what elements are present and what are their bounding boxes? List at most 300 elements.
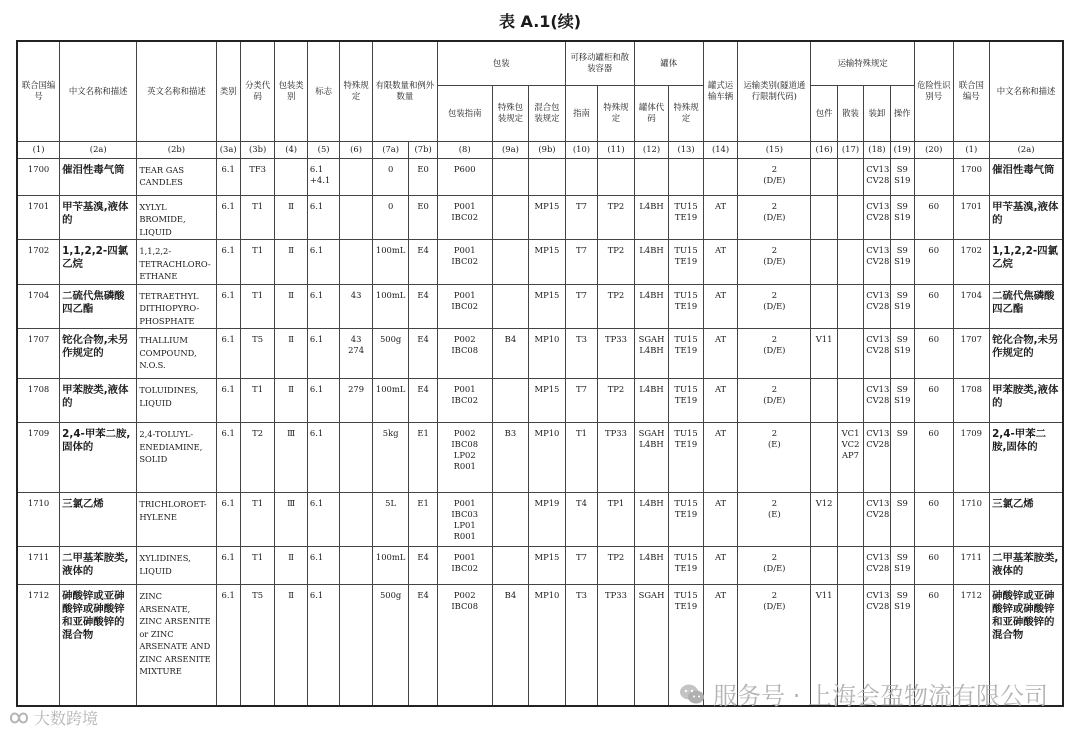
cell-pk xyxy=(811,547,837,585)
table-row xyxy=(17,547,1063,585)
cell-code: T1 xyxy=(240,284,275,329)
cell-eq: E1 xyxy=(409,423,437,493)
cell-pk xyxy=(811,379,837,423)
cell-ps xyxy=(492,547,529,585)
column-number: (8) xyxy=(437,141,492,158)
cell-bk: VC1 VC2 AP7 xyxy=(837,423,863,493)
header-mixed-packing: 混合包装规定 xyxy=(529,85,566,141)
cell-op: S9 S19 xyxy=(890,158,914,195)
cell-eq: E4 xyxy=(409,240,437,285)
cell-cn2: 甲苯胺类,液体的 xyxy=(990,379,1063,423)
cell-lq: 5L xyxy=(372,493,409,547)
cell-eq: E0 xyxy=(409,195,437,240)
cell-cls: 6.1 xyxy=(216,284,240,329)
cell-en: 1,1,2,2-TETRACHLORO-ETHANE xyxy=(137,240,216,285)
cell-tc: L4BH xyxy=(634,284,669,329)
cell-sp xyxy=(340,195,372,240)
cell-tc: L4BH xyxy=(634,379,669,423)
cell-code: T2 xyxy=(240,423,275,493)
cell-en: ZINC ARSENATE, ZINC ARSENITE or ZINC ARSENATE AND ZINC ARSENITE MIXTURE xyxy=(137,585,216,706)
cell-hz: 60 xyxy=(914,493,953,547)
table-row xyxy=(17,158,1063,195)
cell-mp: MP15 xyxy=(529,240,566,285)
cell-cat: 2 (D/E) xyxy=(738,240,811,285)
cell-op: S9 S19 xyxy=(890,585,914,706)
cell-bk xyxy=(837,195,863,240)
cell-un: 1704 xyxy=(17,284,60,329)
cell-eq: E1 xyxy=(409,493,437,547)
cell-tsp: TU15 TE19 xyxy=(669,284,704,329)
cell-code: T5 xyxy=(240,585,275,706)
cell-en: TEAR GAS CANDLES xyxy=(137,158,216,195)
cell-eq: E4 xyxy=(409,284,437,329)
cell-en: 2,4-TOLUYL-ENEDIAMINE, SOLID xyxy=(137,423,216,493)
cell-tv: AT xyxy=(703,423,738,493)
cell-tv: AT xyxy=(703,329,738,379)
header-pkg-special: 特殊包装规定 xyxy=(492,85,529,141)
dangerous-goods-table xyxy=(16,40,1064,707)
column-number: (7a) xyxy=(372,141,409,158)
cell-cat: 2 (D/E) xyxy=(738,585,811,706)
cell-ti: T7 xyxy=(565,547,597,585)
header-name-en: 英文名称和描述 xyxy=(137,41,216,141)
cell-cn2: 铊化合物,未另作规定的 xyxy=(990,329,1063,379)
column-number: (2b) xyxy=(137,141,216,158)
header-packing-group: 包装类别 xyxy=(275,41,307,141)
cell-tc: SGAH L4BH xyxy=(634,329,669,379)
cell-pi: P002 IBC08 xyxy=(437,329,492,379)
cell-mp: MP15 xyxy=(529,547,566,585)
column-number: (13) xyxy=(669,141,704,158)
cell-ts: TP2 xyxy=(598,195,635,240)
watermark-text: 服务号 · 上海会盈物流有限公司 xyxy=(713,682,1048,710)
cell-ld: CV13 CV28 xyxy=(864,158,890,195)
cell-cn2: 2,4-甲苯二胺,固体的 xyxy=(990,423,1063,493)
column-number: (5) xyxy=(307,141,339,158)
header-ts-package: 包件 xyxy=(811,85,837,141)
cell-op: S9 xyxy=(890,493,914,547)
cell-pg: Ⅲ xyxy=(275,493,307,547)
cell-tsp xyxy=(669,158,704,195)
cell-ti: T1 xyxy=(565,423,597,493)
cell-cat: 2 (E) xyxy=(738,423,811,493)
cell-code: TF3 xyxy=(240,158,275,195)
cell-sp xyxy=(340,585,372,706)
column-number: (1) xyxy=(17,141,60,158)
column-number: (10) xyxy=(565,141,597,158)
cell-ps xyxy=(492,158,529,195)
cell-un2: 1704 xyxy=(953,284,990,329)
column-number: (11) xyxy=(598,141,635,158)
header-class: 类别 xyxy=(216,41,240,141)
header-ts-bulk: 散装 xyxy=(837,85,863,141)
cell-tsp: TU15 TE19 xyxy=(669,379,704,423)
cell-sp: 43 274 xyxy=(340,329,372,379)
cell-code: T5 xyxy=(240,329,275,379)
cell-eq: E0 xyxy=(409,158,437,195)
cell-tsp: TU15 TE19 xyxy=(669,493,704,547)
cell-pg: Ⅱ xyxy=(275,547,307,585)
cell-mp: MP10 xyxy=(529,329,566,379)
cell-en: THALLIUM COMPOUND, N.O.S. xyxy=(137,329,216,379)
cell-ps xyxy=(492,493,529,547)
column-number: (17) xyxy=(837,141,863,158)
table-row xyxy=(17,379,1063,423)
table-row xyxy=(17,329,1063,379)
cell-cat: 2 (D/E) xyxy=(738,379,811,423)
cell-lq: 500g xyxy=(372,585,409,706)
cell-pg: Ⅱ xyxy=(275,284,307,329)
cell-tc: SGAH xyxy=(634,585,669,706)
cell-mp: MP15 xyxy=(529,195,566,240)
cell-ld: CV13 CV28 xyxy=(864,423,890,493)
cell-cn: 催泪性毒气筒 xyxy=(60,158,137,195)
cell-cat: 2 (D/E) xyxy=(738,158,811,195)
cell-pk: V11 xyxy=(811,329,837,379)
header-hazard-id: 危险性识别号 xyxy=(914,41,953,141)
cell-pk xyxy=(811,284,837,329)
header-ts-operation: 操作 xyxy=(890,85,914,141)
cell-hz: 60 xyxy=(914,284,953,329)
cell-en: TETRAETHYL DITHIOPYRO-PHOSPHATE xyxy=(137,284,216,329)
cell-pg: Ⅱ xyxy=(275,240,307,285)
cell-code: T1 xyxy=(240,547,275,585)
header-name-cn-repeat: 中文名称和描述 xyxy=(990,41,1063,141)
cell-op: S9 S19 xyxy=(890,329,914,379)
cell-ts: TP33 xyxy=(598,329,635,379)
cell-lq: 100mL xyxy=(372,547,409,585)
cell-lq: 500g xyxy=(372,329,409,379)
cell-hz xyxy=(914,158,953,195)
cell-tv: AT xyxy=(703,547,738,585)
cell-en: XYLIDINES, LIQUID xyxy=(137,547,216,585)
cell-pg: Ⅲ xyxy=(275,423,307,493)
cell-code: T1 xyxy=(240,379,275,423)
cell-cat: 2 (E) xyxy=(738,493,811,547)
cell-ps: B4 xyxy=(492,585,529,706)
cell-lbl: 6.1 xyxy=(307,423,339,493)
cell-sp xyxy=(340,423,372,493)
cell-pi: P001 IBC03 LP01 R001 xyxy=(437,493,492,547)
cell-pg: Ⅱ xyxy=(275,329,307,379)
cell-hz: 60 xyxy=(914,195,953,240)
cell-tv: AT xyxy=(703,585,738,706)
watermark xyxy=(679,676,1048,711)
cell-tv: AT xyxy=(703,240,738,285)
cell-cn: 1,1,2,2-四氯乙烷 xyxy=(60,240,137,285)
cell-bk xyxy=(837,493,863,547)
cell-ps xyxy=(492,379,529,423)
cell-cn2: 催泪性毒气筒 xyxy=(990,158,1063,195)
header-un-no: 联合国编号 xyxy=(17,41,60,141)
cell-cls: 6.1 xyxy=(216,329,240,379)
cell-cls: 6.1 xyxy=(216,195,240,240)
cell-cls: 6.1 xyxy=(216,547,240,585)
cell-mp xyxy=(529,158,566,195)
cell-tc: L4BH xyxy=(634,493,669,547)
cell-ts: TP33 xyxy=(598,585,635,706)
cell-un2: 1702 xyxy=(953,240,990,285)
cell-un: 1707 xyxy=(17,329,60,379)
cell-pg: Ⅱ xyxy=(275,195,307,240)
cell-un: 1708 xyxy=(17,379,60,423)
corner-watermark xyxy=(8,706,98,729)
cell-ld: CV13 CV28 xyxy=(864,585,890,706)
cell-ps xyxy=(492,284,529,329)
cell-bk xyxy=(837,240,863,285)
cell-sp xyxy=(340,240,372,285)
column-number: (7b) xyxy=(409,141,437,158)
cell-eq: E4 xyxy=(409,547,437,585)
cell-cn: 二硫代焦磷酸四乙酯 xyxy=(60,284,137,329)
cell-lbl: 6.1 xyxy=(307,493,339,547)
cell-tv: AT xyxy=(703,379,738,423)
cell-ld: CV13 CV28 xyxy=(864,379,890,423)
header-transport-special: 运输特殊规定 xyxy=(811,41,915,85)
header-tank-vehicle: 罐式运输车辆 xyxy=(703,41,738,141)
cell-un2: 1710 xyxy=(953,493,990,547)
header-packaging: 包装 xyxy=(437,41,565,85)
cell-hz: 60 xyxy=(914,585,953,706)
column-number: (9b) xyxy=(529,141,566,158)
cell-tc: L4BH xyxy=(634,547,669,585)
cell-pk: V12 xyxy=(811,493,837,547)
cell-lq: 100mL xyxy=(372,240,409,285)
cell-cat: 2 (D/E) xyxy=(738,547,811,585)
cell-un2: 1711 xyxy=(953,547,990,585)
cell-ld: CV13 CV28 xyxy=(864,240,890,285)
column-number-row xyxy=(17,141,1063,158)
column-number: (6) xyxy=(340,141,372,158)
column-number: (3a) xyxy=(216,141,240,158)
cell-mp: MP15 xyxy=(529,284,566,329)
cell-pi: P001 IBC02 xyxy=(437,284,492,329)
table-row xyxy=(17,493,1063,547)
header-pt-instructions: 指南 xyxy=(565,85,597,141)
column-number: (19) xyxy=(890,141,914,158)
cell-lbl: 6.1 xyxy=(307,284,339,329)
cell-tc: L4BH xyxy=(634,240,669,285)
cell-cn: 二甲基苯胺类,液体的 xyxy=(60,547,137,585)
cell-tc xyxy=(634,158,669,195)
cell-ti: T7 xyxy=(565,284,597,329)
cell-lq: 5kg xyxy=(372,423,409,493)
cell-eq: E4 xyxy=(409,329,437,379)
cell-lbl: 6.1 xyxy=(307,195,339,240)
header-pkg-instructions: 包装指南 xyxy=(437,85,492,141)
cell-lq: 100mL xyxy=(372,379,409,423)
header-portable-tank: 可移动罐柜和散装容器 xyxy=(565,41,634,85)
cell-code: T1 xyxy=(240,195,275,240)
cell-un: 1712 xyxy=(17,585,60,706)
cell-op: S9 S19 xyxy=(890,284,914,329)
cell-lbl: 6.1 xyxy=(307,585,339,706)
cell-op: S9 S19 xyxy=(890,547,914,585)
cell-en: TOLUIDINES, LIQUID xyxy=(137,379,216,423)
cell-un2: 1707 xyxy=(953,329,990,379)
cell-ti: T3 xyxy=(565,585,597,706)
header-special-provisions: 特殊规定 xyxy=(340,41,372,141)
cell-ts: TP2 xyxy=(598,379,635,423)
cell-hz: 60 xyxy=(914,423,953,493)
cell-code: T1 xyxy=(240,493,275,547)
cell-ld: CV13 CV28 xyxy=(864,329,890,379)
cell-bk xyxy=(837,158,863,195)
cell-lq: 100mL xyxy=(372,284,409,329)
cell-ts xyxy=(598,158,635,195)
cell-tsp: TU15 TE19 xyxy=(669,329,704,379)
cell-ld: CV13 CV28 xyxy=(864,547,890,585)
column-number: (2a) xyxy=(60,141,137,158)
cell-tsp: TU15 TE19 xyxy=(669,240,704,285)
cell-hz: 60 xyxy=(914,240,953,285)
column-number: (1) xyxy=(953,141,990,158)
column-number: (14) xyxy=(703,141,738,158)
header-pt-special: 特殊规定 xyxy=(598,85,635,141)
cell-sp xyxy=(340,493,372,547)
column-number: (3b) xyxy=(240,141,275,158)
cell-mp: MP19 xyxy=(529,493,566,547)
cell-ti: T4 xyxy=(565,493,597,547)
cell-ti: T7 xyxy=(565,195,597,240)
table-row xyxy=(17,195,1063,240)
cell-cn: 甲苄基溴,液体的 xyxy=(60,195,137,240)
header-un-no-repeat: 联合国编号 xyxy=(953,41,990,141)
cell-pi: P002 IBC08 xyxy=(437,585,492,706)
cell-tv: AT xyxy=(703,284,738,329)
cell-cls: 6.1 xyxy=(216,585,240,706)
cell-en: XYLYL BROMIDE, LIQUID xyxy=(137,195,216,240)
cell-ps xyxy=(492,240,529,285)
cell-un: 1702 xyxy=(17,240,60,285)
header-tank-code: 罐体代码 xyxy=(634,85,669,141)
cell-sp: 279 xyxy=(340,379,372,423)
cell-ld: CV13 CV28 xyxy=(864,195,890,240)
cell-mp: MP10 xyxy=(529,423,566,493)
cell-tv: AT xyxy=(703,493,738,547)
cell-eq: E4 xyxy=(409,379,437,423)
column-number: (16) xyxy=(811,141,837,158)
cell-cn2: 甲苄基溴,液体的 xyxy=(990,195,1063,240)
cell-un: 1710 xyxy=(17,493,60,547)
cell-lbl: 6.1 xyxy=(307,379,339,423)
cell-op: S9 S19 xyxy=(890,195,914,240)
cell-tsp: TU15 TE19 xyxy=(669,423,704,493)
cell-un: 1709 xyxy=(17,423,60,493)
cell-tc: SGAH L4BH xyxy=(634,423,669,493)
header-limited-excepted: 有限数量和例外数量 xyxy=(372,41,437,141)
column-number: (15) xyxy=(738,141,811,158)
cell-hz: 60 xyxy=(914,379,953,423)
cell-cn: 三氯乙烯 xyxy=(60,493,137,547)
cell-un2: 1708 xyxy=(953,379,990,423)
column-number: (12) xyxy=(634,141,669,158)
cell-sp xyxy=(340,158,372,195)
cell-pk xyxy=(811,158,837,195)
cell-cn2: 三氯乙烯 xyxy=(990,493,1063,547)
cell-eq: E4 xyxy=(409,585,437,706)
cell-un: 1701 xyxy=(17,195,60,240)
cell-code: T1 xyxy=(240,240,275,285)
cell-tsp: TU15 TE19 xyxy=(669,547,704,585)
cell-ts: TP2 xyxy=(598,547,635,585)
cell-ti: T3 xyxy=(565,329,597,379)
cell-lbl: 6.1 xyxy=(307,240,339,285)
cell-un2: 1712 xyxy=(953,585,990,706)
cell-bk xyxy=(837,547,863,585)
column-number: (4) xyxy=(275,141,307,158)
header-tank: 罐体 xyxy=(634,41,703,85)
header-class-code: 分类代码 xyxy=(240,41,275,141)
cell-pi: P001 IBC02 xyxy=(437,379,492,423)
cell-pi: P001 IBC02 xyxy=(437,240,492,285)
cell-cn: 砷酸锌或亚砷酸锌或砷酸锌和亚砷酸锌的混合物 xyxy=(60,585,137,706)
header-tank-special: 特殊规定 xyxy=(669,85,704,141)
cell-tsp: TU15 TE19 xyxy=(669,195,704,240)
cell-pk xyxy=(811,240,837,285)
cell-ld: CV13 CV28 xyxy=(864,493,890,547)
cell-un2: 1700 xyxy=(953,158,990,195)
cell-cn2: 1,1,2,2-四氯乙烷 xyxy=(990,240,1063,285)
cell-cn: 2,4-甲苯二胺,固体的 xyxy=(60,423,137,493)
cell-tv: AT xyxy=(703,195,738,240)
cell-pi: P001 IBC02 xyxy=(437,547,492,585)
cell-cat: 2 (D/E) xyxy=(738,329,811,379)
cell-lbl: 6.1 +4.1 xyxy=(307,158,339,195)
cell-pg: Ⅱ xyxy=(275,585,307,706)
cell-un: 1711 xyxy=(17,547,60,585)
table-title: 表 A.1(续) xyxy=(498,12,582,31)
cell-un2: 1701 xyxy=(953,195,990,240)
cell-tv xyxy=(703,158,738,195)
column-number: (18) xyxy=(864,141,890,158)
corner-watermark-text: 大数跨境 xyxy=(34,709,99,728)
header-transport-category: 运输类别(隧道通行限制代码) xyxy=(738,41,811,141)
cell-sp: 43 xyxy=(340,284,372,329)
cell-cls: 6.1 xyxy=(216,493,240,547)
cell-cls: 6.1 xyxy=(216,158,240,195)
cell-pg: Ⅱ xyxy=(275,379,307,423)
cell-en: TRICHLOROET-HYLENE xyxy=(137,493,216,547)
cell-pk: V11 xyxy=(811,585,837,706)
cell-bk xyxy=(837,284,863,329)
cell-mp: MP10 xyxy=(529,585,566,706)
cell-cn: 甲苯胺类,液体的 xyxy=(60,379,137,423)
cell-ts: TP1 xyxy=(598,493,635,547)
cell-lq: 0 xyxy=(372,158,409,195)
cell-op: S9 S19 xyxy=(890,240,914,285)
cell-op: S9 S19 xyxy=(890,379,914,423)
cell-cn2: 二甲基苯胺类,液体的 xyxy=(990,547,1063,585)
cell-op: S9 xyxy=(890,423,914,493)
cell-ps: B3 xyxy=(492,423,529,493)
cell-cat: 2 (D/E) xyxy=(738,195,811,240)
cell-ps xyxy=(492,195,529,240)
table-row xyxy=(17,423,1063,493)
cell-ts: TP33 xyxy=(598,423,635,493)
header-ts-loading: 装卸 xyxy=(864,85,890,141)
cell-ld: CV13 CV28 xyxy=(864,284,890,329)
cell-cls: 6.1 xyxy=(216,423,240,493)
cell-ti: T7 xyxy=(565,379,597,423)
cell-hz: 60 xyxy=(914,547,953,585)
cell-ti: T7 xyxy=(565,240,597,285)
cell-bk xyxy=(837,379,863,423)
cell-pk xyxy=(811,423,837,493)
cell-cn: 铊化合物,未另作规定的 xyxy=(60,329,137,379)
cell-cn2: 二硫代焦磷酸四乙酯 xyxy=(990,284,1063,329)
cell-cls: 6.1 xyxy=(216,379,240,423)
